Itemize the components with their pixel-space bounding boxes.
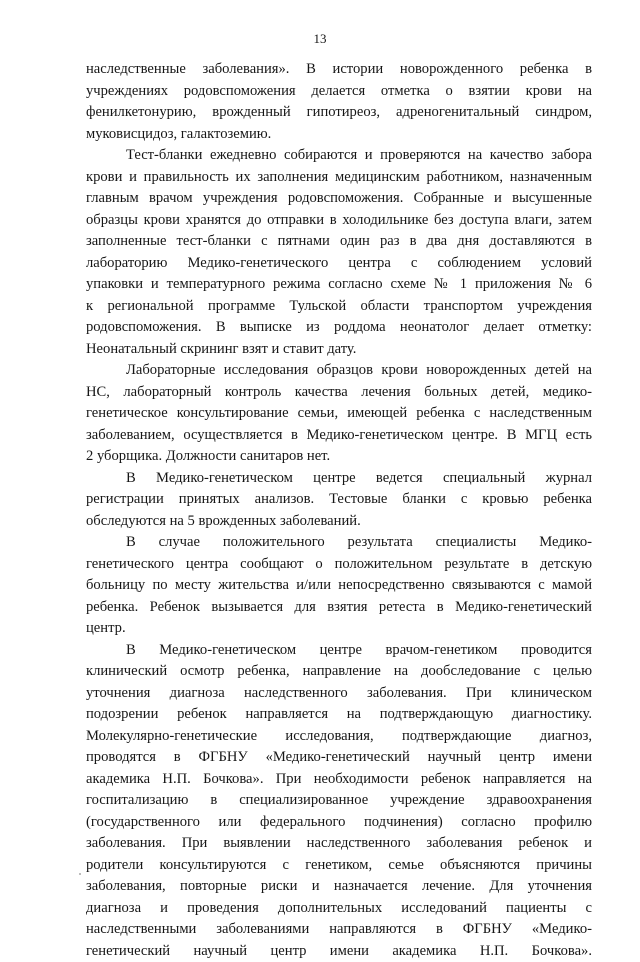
text-line: упаковки и температурного режима согласно схеме № 1 приложения № 6: [86, 274, 592, 296]
text-line: муковисцидоз, галактоземию.: [86, 124, 592, 146]
text-line: родители консультируются с генетиком, семье объясняются причины: [86, 855, 592, 877]
text-line: генетического центра сообщают о положительном результате в детскую: [86, 554, 592, 576]
text-line: наследственными заболеваниями направляются в ФГБНУ «Медико-: [86, 919, 592, 941]
text-line: В Медико-генетическом центре ведется специальный журнал: [86, 468, 592, 490]
text-line: (государственного или федерального подчинения) согласно профилю: [86, 812, 592, 834]
text-line: к региональной программе Тульской области транспортом учреждения: [86, 296, 592, 318]
text-line: Лабораторные исследования образцов крови новорожденных детей на: [86, 360, 592, 382]
text-line: крови и правильность их заполнения медицинским работником, назначенным: [86, 167, 592, 189]
text-line: наследственные заболевания». В истории новорожденного ребенка в: [86, 59, 592, 81]
text-line: заполненные тест-бланки с пятнами один раз в два дня доставляются в: [86, 231, 592, 253]
text-line: родовспоможения. В выписке из роддома неонатолог делает отметку:: [86, 317, 592, 339]
paragraph: [86, 360, 592, 468]
text-line: проводятся в ФГБНУ «Медико-генетический научный центр имени: [86, 747, 592, 769]
paragraph: [86, 532, 592, 640]
text-line: больницу по месту жительства и/или непосредственно связываются с мамой: [86, 575, 592, 597]
text-line: уточнения диагноза наследственного заболевания. При клиническом: [86, 683, 592, 705]
text-line: генетический научный центр имени академика Н.П. Бочкова».: [86, 941, 592, 962]
text-line: обследуются на 5 врожденных заболеваний.: [86, 511, 592, 533]
text-line: заболевания, повторные риски и назначается лечение. Для уточнения: [86, 876, 592, 898]
text-line: заболеванием, осуществляется в Медико-генетическом центре. В МГЦ есть: [86, 425, 592, 447]
text-line: 2 уборщика. Должности санитаров нет.: [86, 446, 592, 468]
text-line: главным врачом учреждения родовспоможения. Собранные и высушенные: [86, 188, 592, 210]
page-number: 13: [0, 31, 640, 47]
text-line: Тест-бланки ежедневно собираются и проверяются на качество забора: [86, 145, 592, 167]
text-line: Неонатальный скрининг взят и ставит дату.: [86, 339, 592, 361]
text-line: В Медико-генетическом центре врачом-генетиком проводится: [86, 640, 592, 662]
text-line: лабораторию Медико-генетического центра с соблюдением условий: [86, 253, 592, 275]
paragraph: [86, 145, 592, 360]
text-line: В случае положительного результата специалисты Медико-: [86, 532, 592, 554]
text-line: учреждениях родовспоможения делается отметка о взятии крови на: [86, 81, 592, 103]
text-line: образцы крови хранятся до отправки в холодильнике без доступа влаги, затем: [86, 210, 592, 232]
text-line: подозрении ребенок направляется на подтверждающую диагностику.: [86, 704, 592, 726]
text-line: ребенка. Ребенок вызывается для взятия ретеста в Медико-генетический: [86, 597, 592, 619]
text-line: клинический осмотр ребенка, направление на дообследование с целью: [86, 661, 592, 683]
paragraph: [86, 640, 592, 962]
text-line: НС, лабораторный контроль качества лечения больных детей, медико-: [86, 382, 592, 404]
scan-speck: [79, 873, 81, 875]
text-line: госпитализацию в специализированное учреждение здравоохранения: [86, 790, 592, 812]
text-line: генетическое консультирование семьи, имеющей ребенка с наследственным: [86, 403, 592, 425]
text-line: Молекулярно-генетические исследования, подтверждающие диагноз,: [86, 726, 592, 748]
text-line: диагноза и проведения дополнительных исследований пациенты с: [86, 898, 592, 920]
document-body: [86, 59, 592, 962]
text-line: центр.: [86, 618, 592, 640]
paragraph: [86, 468, 592, 533]
text-line: фенилкетонурию, врожденный гипотиреоз, адреногенитальный синдром,: [86, 102, 592, 124]
text-line: регистрации принятых анализов. Тестовые бланки с кровью ребенка: [86, 489, 592, 511]
text-line: академика Н.П. Бочкова». При необходимости ребенок направляется на: [86, 769, 592, 791]
paragraph: [86, 59, 592, 145]
text-line: заболевания. При выявлении наследственного заболевания ребенок и: [86, 833, 592, 855]
